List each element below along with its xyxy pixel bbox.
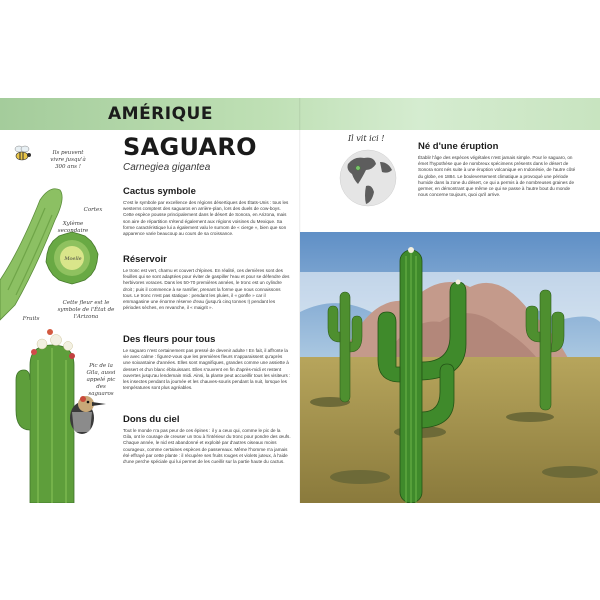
section-body: C'est le symbole par excellence des régions désertiques des États-Unis : tous les westerns comptent des saguaros en arrière-plan, lors des duels de cow-boys. Cette espèce pousse principalement dans le désert de Sonora, en Arizona, mais son aire de répartition s'étend également aux régions voisines du Mexique. Sa forme caractéristique lui a également valu le surnom de « cierge », bien que son apparence varie beaucoup au cours de sa croissance.	[123, 200, 289, 237]
lifespan-note: Ils peuvent vivre jusqu'à 300 ans !	[50, 150, 86, 170]
fruits-label: Fruits	[22, 316, 40, 322]
section-body: Le saguaro n'est certainement pas pressé de devenir adulte ! En fait, il affronte la vie avec calme : figurez-vous que les premières fleurs n'apparaissent qu'après une soixantaine d'années. Elles sont magnifiques, grandes comme une assiette à dessert et d'un blanc éblouissant. Elles s'ouvrent en fin d'après-midi et restent ouvertes jusqu'au lendemain midi. Ainsi, la plante peut accueillir tous les visiteurs : les insectes pendant la journée et les chauves-souris pendant la nuit, lorsque les températures sont plus agréables.	[123, 348, 291, 391]
species-latin-name: Carnegiea gigantea	[123, 162, 211, 173]
section-title: Réservoir	[123, 254, 167, 265]
state-symbol-note: Cette fleur est le symbole de l'État de l'Arizona	[57, 300, 115, 320]
woodpecker-note: Pic de la Gila, aussi appelé pic des saguaros	[86, 363, 116, 397]
section-title: Né d'une éruption	[418, 141, 499, 152]
globe-map	[336, 140, 400, 212]
section-eruption	[418, 141, 578, 198]
desert-illustration	[300, 232, 600, 503]
section-reservoir	[123, 254, 291, 311]
species-title: SAGUARO	[123, 133, 257, 161]
section-fleurs	[123, 334, 291, 391]
desert-scene	[300, 232, 600, 503]
moelle-label: Moelle	[64, 256, 82, 262]
section-title: Cactus symbole	[123, 186, 196, 197]
bee-icon	[15, 146, 31, 160]
map-note: Il vit ici !	[348, 134, 385, 143]
section-body: Tout le monde n'a pas peur de ces épines : il y a ceux qui, comme le pic de la Gila, ont le courage de creuser un trou à l'intérieur du tronc pour pondre des œufs. Chaque année, le nid est abandonné et exploité par d'autres oiseaux moins courageux, comme certaines espèces de passereaux. Même l'homme n'a jamais été effrayé par cette plante : il récupère ses fruits rouges et violets juteux, à l'aide d'une perche spéciale qui lui permet de les cueillir sur la partie haute du cactus.	[123, 428, 291, 465]
section-body: Le tronc est vert, charnu et couvert d'épines. En réalité, ces dernières sont des feuilles qui se sont adaptées pour éviter de gaspiller l'eau et pour se défendre des herbivores voraces. Dans les 50-70 premières années, le tronc est un cylindre droit ; puis il commence à se ramifier, prenant la forme que nous connaissons tous. Le tronc n'est pas statique : pendant les pluies, il « gonfle » car il emmagasine une énorme réserve d'eau (jusqu'à cinq tonnes !) pendant les périodes sèches, en revanche, il « maigrit ».	[123, 268, 290, 311]
xylem-label: Xylème secondaire	[57, 221, 89, 234]
cortex-label: Cortex	[83, 207, 103, 213]
section-dons-du-ciel	[123, 414, 291, 465]
section-title: Des fleurs pour tous	[123, 334, 216, 345]
woodpecker-icon	[70, 396, 106, 434]
section-body: Établir l'âge des espèces végétales n'est jamais simple. Pour le saguaro, on émet l'hypothèse que de nombreux spécimens présents dans le désert de Sonora sont nés suite à une éruption volcanique en Indonésie, de l'autre côté du globe, en 1884. Le bouleversement climatique a provoqué une période humide dans la zone du désert, ce qui a permis à de nombreuses graines de germer, en démontrant que même ce qui se passe à l'autre bout du monde nous concerne toujours, quoi qu'il arrive.	[418, 155, 576, 198]
region-title: AMÉRIQUE	[108, 104, 213, 124]
section-title: Dons du ciel	[123, 414, 180, 425]
flowering-cactus-drawing	[16, 329, 75, 503]
section-cactus-symbole	[123, 186, 291, 237]
